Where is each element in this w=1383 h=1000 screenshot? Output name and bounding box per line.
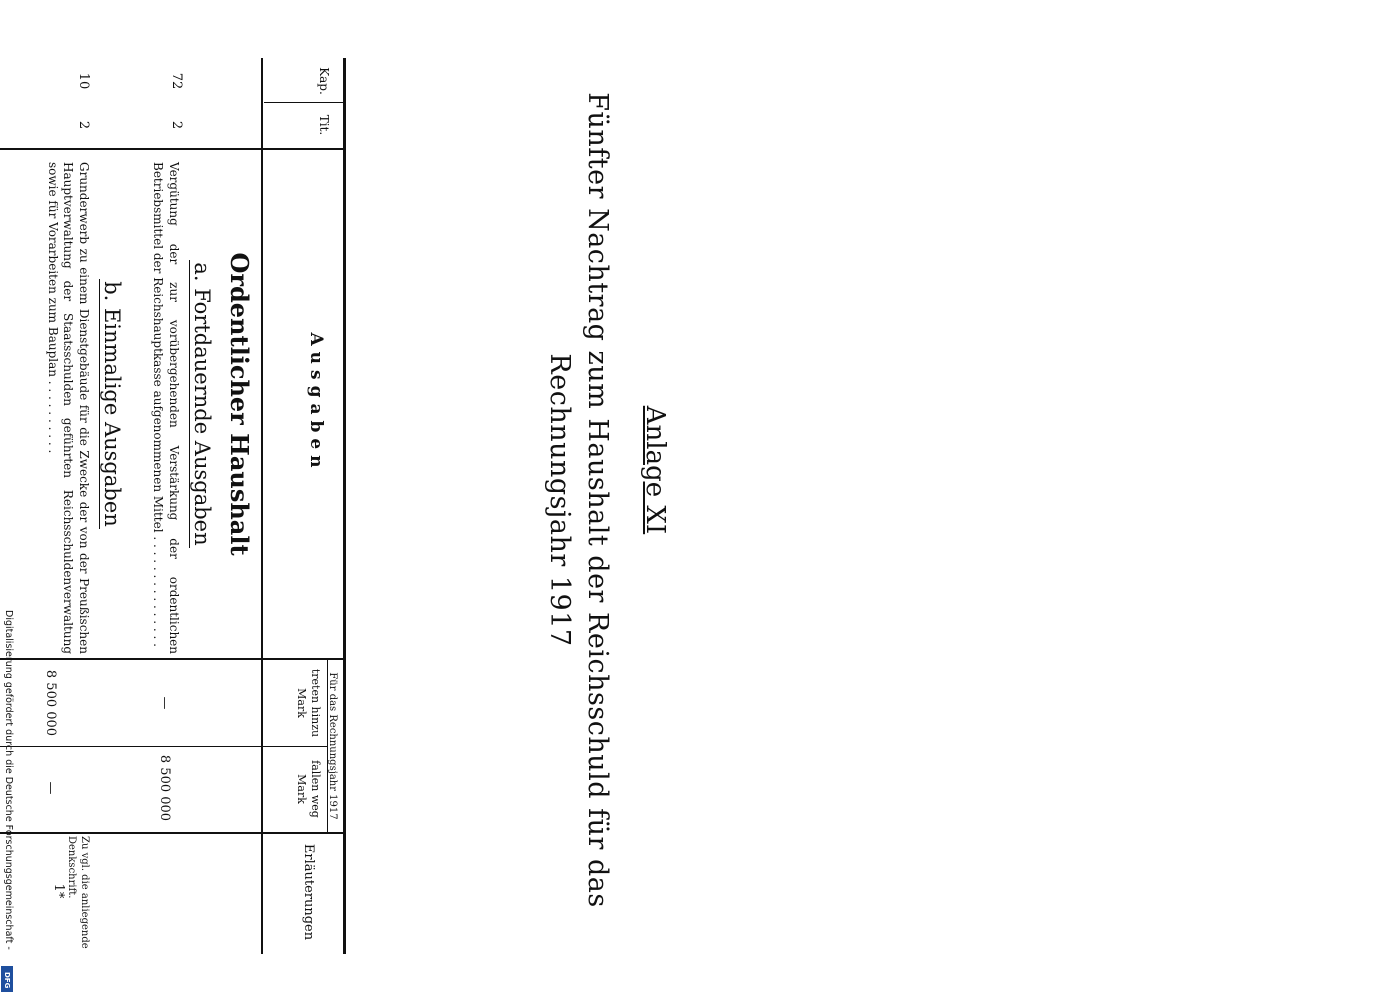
header-ausgaben: Ausgaben [306,332,326,474]
digitization-credit: Digitalisierung gefördert durch die Deutsche Forschungsgemeinschaft - [3,610,14,950]
header-erlaeuterungen: Erläuterungen [301,843,316,941]
page-number: 1* [51,883,66,899]
amount-column-divider [0,746,328,747]
dfg-logo-text: DFG [3,972,11,989]
header-bottom-rule [261,58,263,954]
row-2-treten-hinzu: 8 500 000 [43,669,58,737]
table-top-rule [343,58,346,954]
header-treten-hinzu: treten hinzu Mark [295,668,322,738]
row-2-tit: 2 [76,120,91,130]
section-fortdauernde-label: a. Fortdauernde Ausgaben [190,262,214,546]
dfg-logo [1,966,13,992]
page-title: Fünfter Nachtrag zum Haushalt der Reichsschuld für das Rechnungsjahr 1917 [543,92,613,908]
erlaeuterungen-column-rule [0,832,344,834]
section-einmalige [100,150,124,658]
row-2-description: Grunderwerb zu einem Dienstgebäude für die Zwecke der von der Preußischen Hauptverwaltung der Staatsschulden geführten Reichsschuldenverwaltung sowie für Vorarbeiten zum Bauplan . . . . . . . . . . [45,162,91,654]
section-fortdauernde [190,150,214,658]
header-fallen-weg: fallen weg Mark [295,760,322,818]
row-1-tit: 2 [169,120,184,130]
document-page [0,0,684,1000]
header-kap: Kap. [317,67,331,95]
annex-label: Anlage XI [640,405,670,535]
tit-column-rule [0,148,344,150]
section-einmalige-label: b. Einmalige Ausgaben [100,281,124,527]
section-ordentlicher-haushalt: Ordentlicher Haushalt [225,252,254,556]
kap-tit-divider [264,102,344,103]
row-2-fallen-weg: — [43,781,58,795]
credit-strip [0,606,14,996]
row-2-kap: 10 [76,72,91,90]
ausgaben-column-rule [0,658,344,660]
row-1-kap: 72 [169,72,184,90]
header-tit: Tit. [317,114,331,136]
header-fiscal-year: Für das Rechnungsjahr 1917 [327,672,338,820]
row-1-description: Vergütung der zur vorübergehenden Verstärkung der ordentlichen Betriebsmittel der Reichshauptkasse aufgenommenen Mittel . . . . . . . . . . . . . . . [150,162,181,654]
row-1-fallen-weg: 8 500 000 [157,754,172,822]
row-2-note: Zu vgl. die anliegende Denkschrift. [66,836,90,949]
row-1-treten-hinzu: — [157,696,172,710]
